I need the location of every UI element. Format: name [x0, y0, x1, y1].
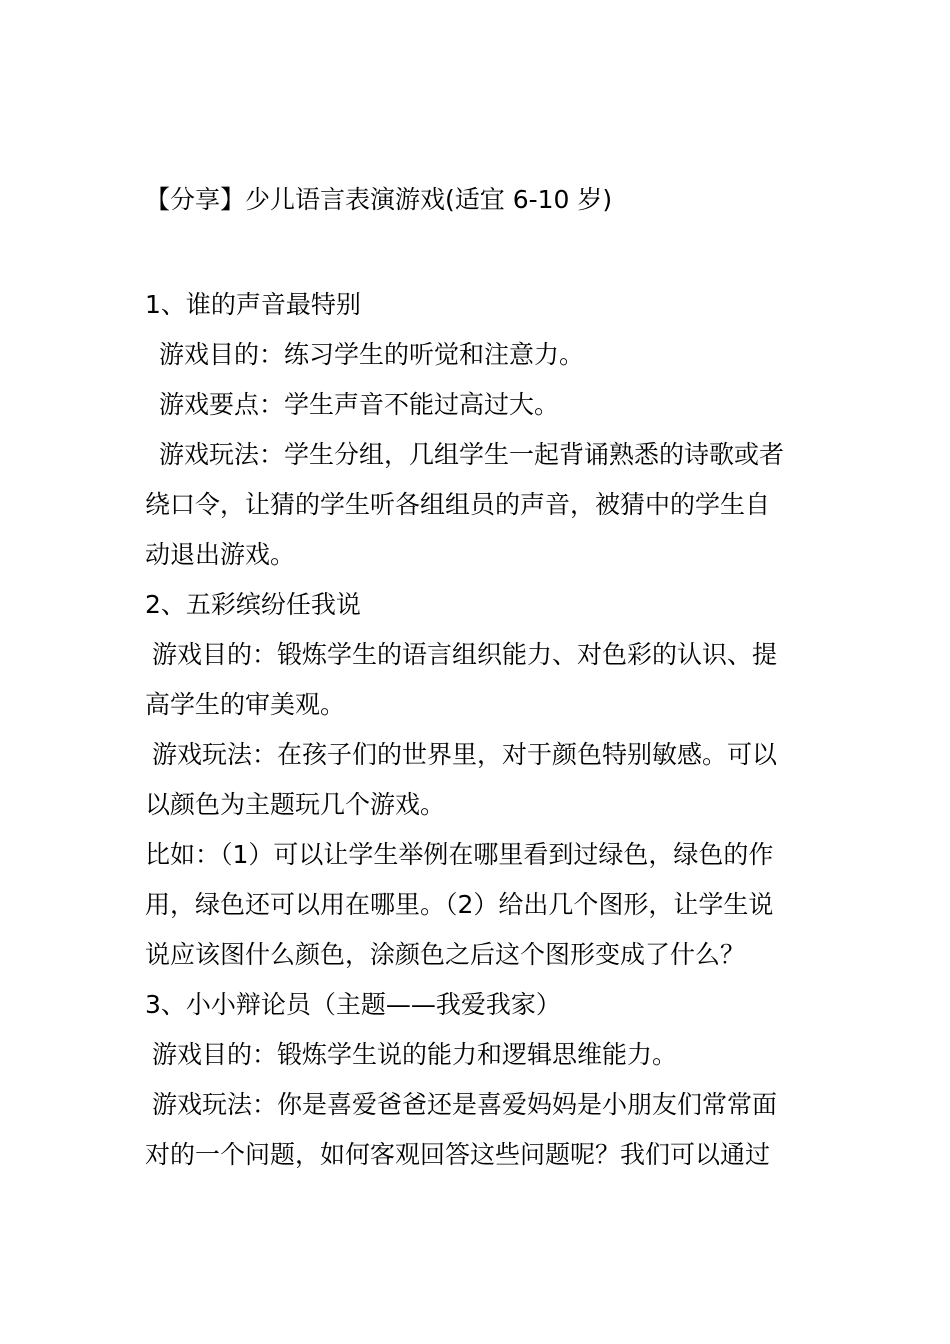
- text-line: 游戏目的：练习学生的听觉和注意力。: [159, 340, 585, 369]
- text-line: 游戏目的：锻炼学生说的能力和逻辑思维能力。: [152, 1040, 678, 1069]
- text-line: 动退出游戏。: [145, 540, 296, 569]
- text-line: 游戏目的：锻炼学生的语言组织能力、对色彩的认识、提: [152, 640, 778, 669]
- text-line: 游戏要点：学生声音不能过高过大。: [159, 390, 560, 419]
- document-body: [145, 280, 805, 1180]
- text-line: 比如：（1）可以让学生举例在哪里看到过绿色，绿色的作: [145, 840, 774, 869]
- text-line: 游戏玩法：学生分组，几组学生一起背诵熟悉的诗歌或者: [159, 440, 785, 469]
- text-line: 对的一个问题，如何客观回答这些问题呢？我们可以通过: [145, 1140, 771, 1169]
- text-line: 游戏玩法：你是喜爱爸爸还是喜爱妈妈是小朋友们常常面: [152, 1090, 778, 1119]
- text-line: 说应该图什么颜色，涂颜色之后这个图形变成了什么？: [145, 940, 746, 969]
- text-line: 游戏玩法：在孩子们的世界里，对于颜色特别敏感。可以: [152, 740, 778, 769]
- text-line: 以颜色为主题玩几个游戏。: [145, 790, 446, 819]
- text-line: 3、小小辩论员（主题——我爱我家）: [145, 990, 561, 1019]
- text-line: 1、谁的声音最特别: [145, 290, 361, 319]
- text-line: 用，绿色还可以用在哪里。（2）给出几个图形，让学生说: [145, 890, 774, 919]
- text-line: 2、五彩缤纷任我说: [145, 590, 361, 619]
- text-line: 绕口令，让猜的学生听各组组员的声音，被猜中的学生自: [145, 490, 771, 519]
- document-title: 【分享】少儿语言表演游戏(适宜 6-10 岁): [145, 185, 613, 214]
- text-line: 高学生的审美观。: [145, 690, 346, 719]
